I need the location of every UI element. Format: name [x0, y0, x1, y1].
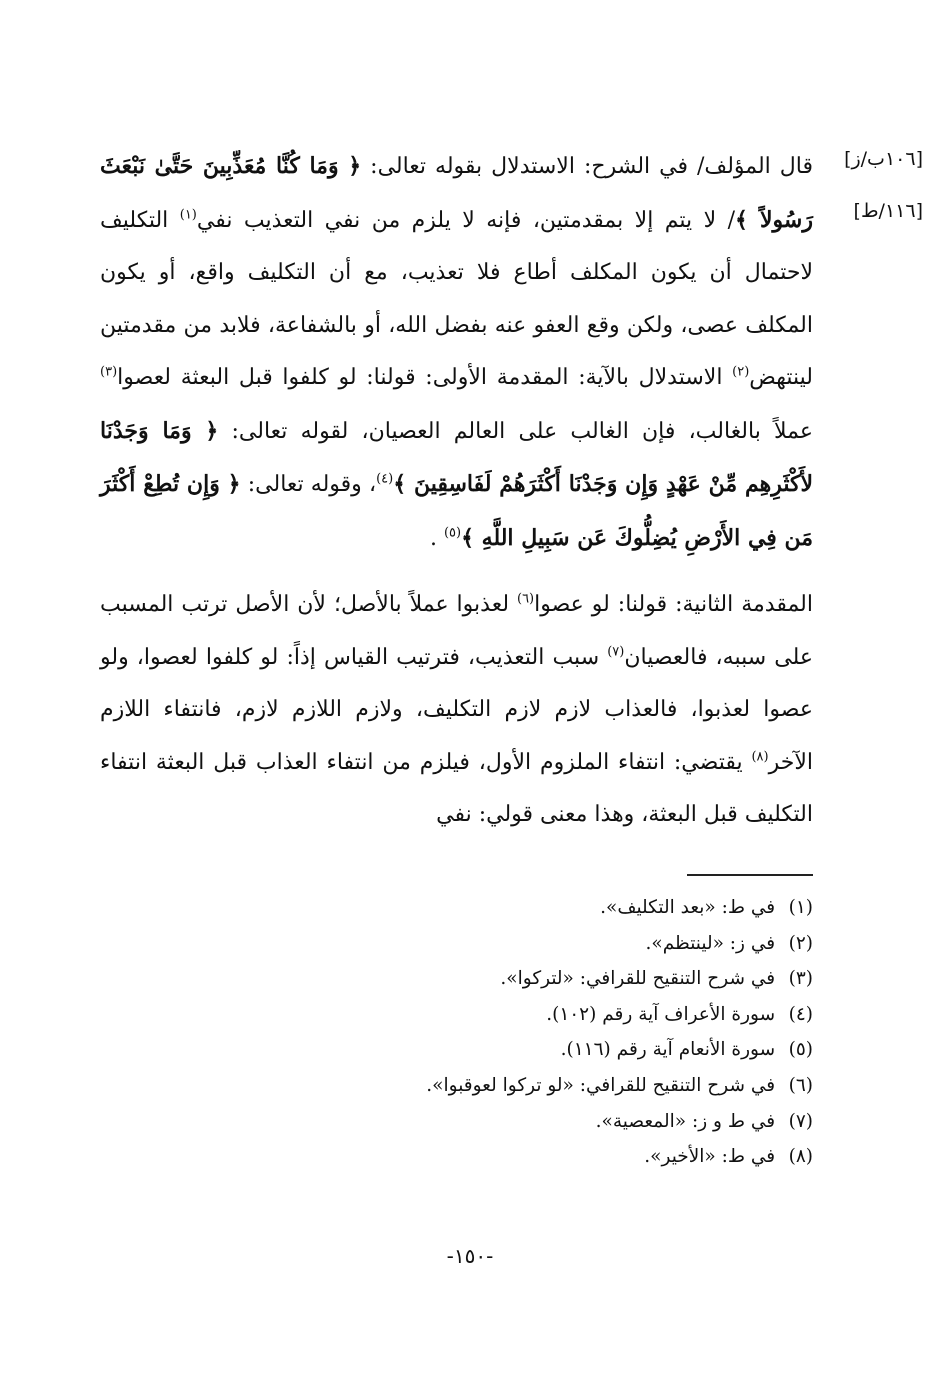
footnote-text: في ز: «لينتظم».	[645, 932, 776, 954]
text-run: يقتضي: انتفاء الملزوم الأول، فيلزم من انتفاء العذاب قبل البعثة انتفاء التكليف قبل البعثة، وهذا معنى قولي: نفي	[100, 749, 813, 827]
footnote-item	[100, 1032, 813, 1068]
footnote-marker: (٤)	[376, 471, 394, 487]
page-number: -١٥٠-	[446, 1244, 494, 1268]
footnote-item	[100, 1068, 813, 1104]
footnote-number: (٢)	[788, 932, 813, 954]
footnote-text: في ط: «الأخير».	[644, 1146, 776, 1168]
text-run: عملاً بالغالب، فإن الغالب على العالم العصيان، لقوله تعالى:	[218, 418, 813, 444]
text-run: التكليف لاحتمال أن يكون المكلف أطاع فلا تعذيب، مع أن التكليف واقع، أو يكون المكلف عصى، ولكن وقع العفو عنه بفضل الله، أو بالشفاعة، فلابد من مقدمتين لينتهض	[100, 207, 813, 390]
footnote-number: (٤)	[788, 1003, 813, 1025]
footnote-text: في ط و ز: «المعصية».	[595, 1110, 776, 1132]
paragraph	[100, 579, 813, 842]
footnote-marker: (١)	[179, 207, 197, 223]
footnote-marker: (٥)	[443, 525, 462, 541]
footnote-number: (١)	[788, 897, 813, 918]
quran-verse: ﴿ وَإِن تُطِعْ أَكْثَرَ مَن فِي الأَرْضِ يُضِلُّوكَ عَن سَبِيلِ اللَّهِ ﴾	[100, 471, 813, 551]
footnote-marker: (٣)	[100, 364, 118, 380]
footnote-item	[100, 1104, 813, 1140]
text-run: قال المؤلف/ في الشرح: الاستدلال بقوله تعالى:	[361, 154, 814, 179]
text-run: / لا يتم إلا بمقدمتين، فإنه لا يلزم من نفي التعذيب نفي	[196, 207, 736, 233]
footnote-marker: (٢)	[732, 364, 750, 380]
text-run: ، وقوله تعالى:	[240, 472, 377, 497]
footnote-text: في ط: «بعد التكليف».	[600, 897, 776, 918]
footnote-separator	[687, 874, 813, 876]
footnote-item	[100, 997, 813, 1033]
footnote-number: (٨)	[788, 1146, 813, 1168]
footnote-text: سورة الأعراف آية رقم (١٠٢).	[546, 1003, 776, 1025]
text-run: لعذبوا عملاً بالأصل؛ لأن الأصل ترتب المسبب على سببه، فالعصيان	[100, 592, 813, 670]
footnote-item	[100, 1139, 813, 1175]
text-run: الاستدلال بالآية: المقدمة الأولى: قولنا: لو كلفوا قبل البعثة لعصوا	[117, 365, 733, 390]
quran-verse: ﴿ وَمَا كُنَّا مُعَذِّبِينَ حَتَّىٰ نَبْعَثَ رَسُولاً ﴾	[100, 153, 813, 233]
footnote-number: (٦)	[788, 1074, 813, 1096]
footnote-text: في شرح التنقيح للقرافي: «لو تركوا لعوقبوا».	[426, 1074, 776, 1096]
footnote-marker: (٨)	[751, 749, 769, 765]
quran-verse: ﴿ وَمَا وَجَدْنَا لأَكْثَرِهِم مِّنْ عَهْدٍ وَإِن وَجَدْنَا أَكْثَرَهُمْ لَفَاسِقِينَ ﴾	[100, 417, 813, 497]
footnote-item	[100, 926, 813, 962]
footnote-text: سورة الأنعام آية رقم (١١٦).	[560, 1039, 776, 1061]
text-run: .	[429, 525, 444, 551]
footnote-number: (٥)	[788, 1039, 813, 1061]
text-run: المقدمة الثانية: قولنا: لو عصوا	[534, 592, 813, 617]
footnote-text: في شرح التنقيح للقرافي: «لتركوا».	[500, 968, 776, 990]
footnote-item	[100, 961, 813, 997]
margin-reference-z: [١٠٦ب/ز]	[844, 148, 923, 170]
text-run: سبب التعذيب، فترتيب القياس إذاً: لو كلفوا لعصوا، ولو عصوا لعذبوا، فالعذاب لازم لازم التكليف، ولازم اللازم لازم، فانتفاء اللازم الآخر	[100, 644, 813, 775]
main-text	[100, 140, 813, 842]
footnote-number: (٧)	[788, 1110, 813, 1132]
footnote-number: (٣)	[788, 968, 813, 990]
paragraph	[100, 140, 813, 565]
margin-reference-t: [١١٦/ط]	[853, 200, 923, 222]
footnotes-list	[100, 890, 813, 1175]
footnote-marker: (٧)	[607, 644, 625, 660]
footnote-item	[100, 890, 813, 926]
footnote-marker: (٦)	[516, 591, 535, 607]
